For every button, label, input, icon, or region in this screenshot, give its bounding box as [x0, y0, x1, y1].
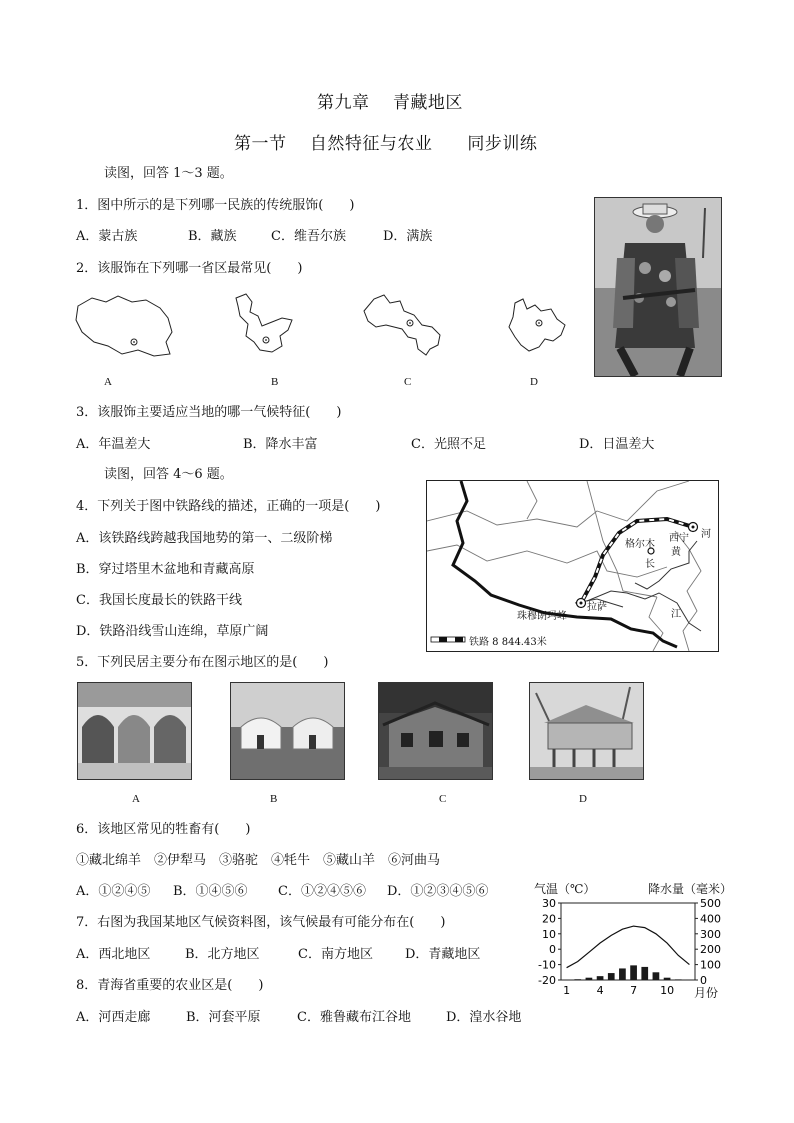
dwelling-photo-a-cave — [77, 682, 192, 780]
temp-tick-label: -10 — [538, 958, 556, 972]
precip-bar — [574, 979, 581, 980]
tibetan-costume-photo — [594, 197, 722, 377]
q1-option-d: D．满族 — [383, 229, 433, 244]
month-tick-label: 1 — [563, 984, 571, 997]
q5-stem: 5．下列民居主要分布在图示地区的是( ) — [76, 655, 329, 670]
q4-option-d: D．铁路沿线雪山连绵，草原广阔 — [76, 624, 269, 639]
precip-bar — [641, 967, 648, 980]
precip-tick-label: 100 — [700, 958, 721, 972]
q6-option-a: A．①②④⑤ — [76, 884, 151, 899]
precip-bar — [608, 973, 615, 980]
plot-frame — [561, 903, 695, 980]
precip-bar — [619, 968, 626, 980]
precip-bar — [664, 978, 671, 980]
q7-stem: 7．右图为我国某地区气候资料图，该气候最有可能分布在( ) — [76, 915, 446, 930]
precip-bar — [653, 972, 660, 980]
month-tick-label: 7 — [630, 984, 638, 997]
q1-stem: 1．图中所示的是下列哪一民族的传统服饰( ) — [76, 198, 355, 213]
precip-bar — [630, 965, 637, 980]
q3-option-c: C．光照不足 — [411, 437, 486, 452]
intro-2: 读图，回答 4～6 题。 — [104, 467, 233, 482]
map-label-b: B — [271, 376, 279, 388]
q2-stem: 2．该服饰在下列哪一省区最常见( ) — [76, 261, 303, 276]
label-peak: 珠穆朗玛峰 — [517, 611, 567, 622]
q4-option-b: B．穿过塔里木盆地和青藏高原 — [76, 562, 255, 577]
q3-option-d: D．日温差大 — [579, 437, 655, 452]
q8-option-c: C．雅鲁藏布江谷地 — [297, 1010, 411, 1025]
label-river-huang: 黄 — [671, 547, 681, 558]
map-label-a: A — [104, 376, 112, 388]
precip-tick-label: 500 — [700, 897, 721, 910]
chart-ylabel-left: 气温（℃） — [534, 882, 596, 896]
province-map-b — [232, 292, 296, 358]
dwelling-label-d: D — [579, 793, 587, 805]
precip-tick-label: 0 — [700, 974, 707, 987]
q7-option-b: B．北方地区 — [185, 947, 260, 962]
label-xining: 西宁 — [669, 533, 689, 544]
q7-option-a: A．西北地区 — [76, 947, 151, 962]
q3-option-a: A．年温差大 — [76, 437, 151, 452]
q7-option-c: C．南方地区 — [298, 947, 373, 962]
dwelling-label-b: B — [270, 793, 278, 805]
chart-xlabel: 月份 — [694, 986, 719, 1000]
chart-ylabel-right: 降水量（毫米） — [648, 882, 733, 896]
province-map-a — [72, 292, 176, 362]
dwelling-photo-c-stone-house — [378, 682, 493, 780]
q4-option-c: C．我国长度最长的铁路干线 — [76, 593, 242, 608]
precip-tick-label: 200 — [700, 943, 721, 957]
dwelling-label-a: A — [132, 793, 140, 805]
temp-tick-label: 0 — [549, 943, 556, 957]
label-river-jiang: 江 — [671, 609, 681, 620]
climate-chart — [530, 880, 740, 1000]
q3-stem: 3．该服饰主要适应当地的哪一气候特征( ) — [76, 405, 342, 420]
precip-bar — [597, 976, 604, 980]
chapter-title: 第九章 青藏地区 — [317, 93, 463, 113]
label-river-he: 河 — [701, 529, 711, 540]
q8-option-d: D．湟水谷地 — [446, 1010, 522, 1025]
label-lhasa: 拉萨 — [587, 602, 607, 613]
climate-chart-plot — [530, 880, 740, 1000]
q6-option-d: D．①②③④⑤⑥ — [387, 884, 489, 899]
precip-tick-label: 400 — [700, 912, 721, 926]
temp-tick-label: 20 — [542, 912, 556, 926]
q8-option-a: A．河西走廊 — [76, 1010, 151, 1025]
railway-legend: 铁路 8 844.43米 — [469, 637, 547, 648]
q8-option-b: B．河套平原 — [186, 1010, 261, 1025]
q3-option-b: B．降水丰富 — [243, 437, 318, 452]
province-map-d — [505, 297, 571, 355]
map-label-d: D — [530, 376, 538, 388]
intro-1: 读图，回答 1～3 题。 — [104, 166, 233, 181]
temp-tick-label: -20 — [538, 974, 556, 987]
q8-stem: 8．青海省重要的农业区是( ) — [76, 978, 264, 993]
label-golmud: 格尔木 — [625, 539, 655, 550]
dwelling-photo-b-yurt — [230, 682, 345, 780]
q6-stem: 6．该地区常见的牲畜有( ) — [76, 822, 251, 837]
label-river-chang: 长 — [645, 559, 655, 570]
section-title: 第一节 自然特征与农业 同步训练 — [234, 134, 538, 154]
precip-bar — [586, 978, 593, 980]
q6-items: ①藏北绵羊 ②伊犁马 ③骆驼 ④牦牛 ⑤藏山羊 ⑥河曲马 — [76, 853, 441, 868]
dwelling-label-c: C — [439, 793, 447, 805]
precip-bar — [675, 979, 682, 980]
province-map-c — [360, 291, 446, 357]
temp-tick-label: 30 — [542, 897, 556, 910]
month-tick-label: 4 — [596, 984, 604, 997]
q1-option-c: C．维吾尔族 — [271, 229, 346, 244]
dwelling-photo-d-stilt-house — [529, 682, 644, 780]
temperature-line — [567, 926, 690, 968]
q7-option-d: D．青藏地区 — [405, 947, 481, 962]
q6-option-b: B．①④⑤⑥ — [173, 884, 248, 899]
temp-tick-label: 10 — [542, 927, 556, 941]
precip-tick-label: 300 — [700, 927, 721, 941]
q1-option-b: B．藏族 — [188, 229, 237, 244]
map-label-c: C — [404, 376, 412, 388]
q1-option-a: A．蒙古族 — [76, 229, 138, 244]
q4-option-a: A．该铁路线跨越我国地势的第一、二级阶梯 — [76, 531, 333, 546]
railway-map — [426, 480, 719, 652]
month-tick-label: 10 — [660, 984, 675, 997]
q4-stem: 4．下列关于图中铁路线的描述，正确的一项是( ) — [76, 499, 381, 514]
q6-option-c: C．①②④⑤⑥ — [278, 884, 366, 899]
